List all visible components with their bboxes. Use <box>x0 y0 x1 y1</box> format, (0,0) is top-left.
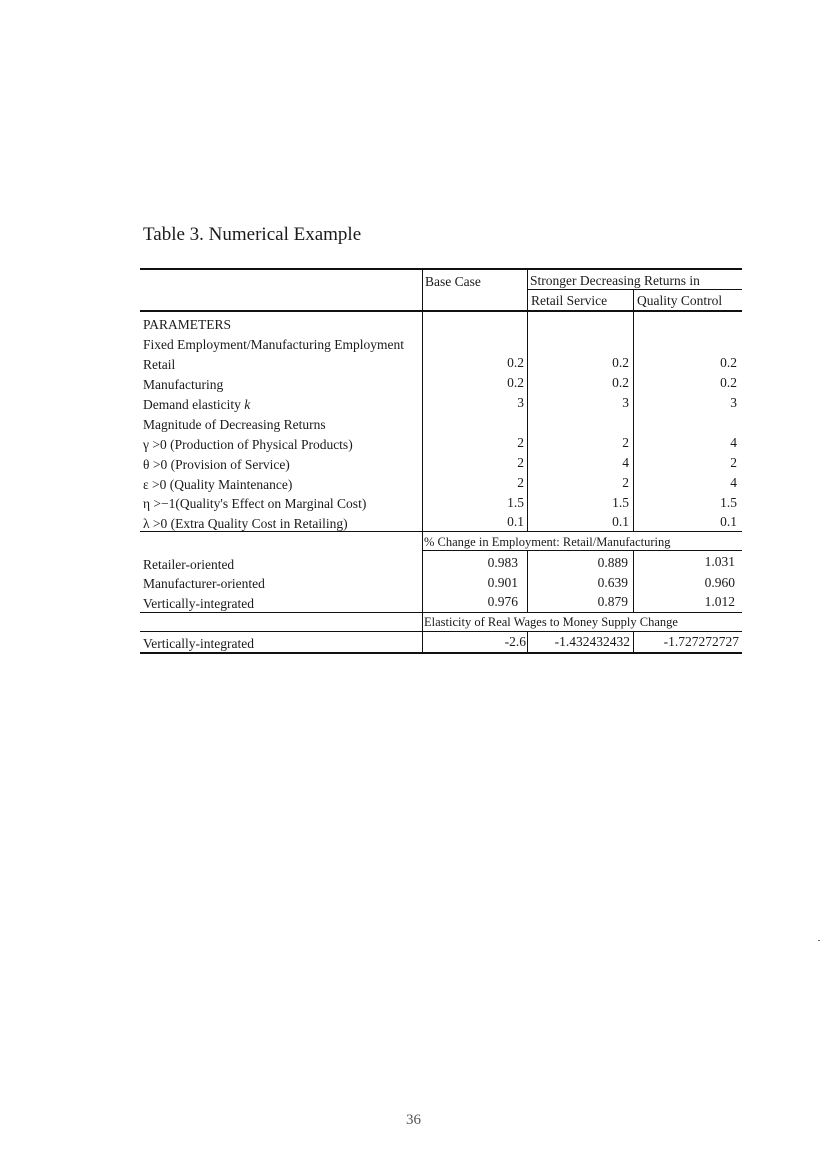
header-quality-control: Quality Control <box>637 293 723 308</box>
cell-quality: 1.012 <box>704 594 735 609</box>
cell-retail: 0.639 <box>597 575 628 590</box>
row-label-gamma: γ >0 (Production of Physical Products) <box>143 437 353 452</box>
row-label-vertically-integrated: Vertically-integrated <box>143 596 254 611</box>
cell-base: 2 <box>517 435 524 450</box>
cell-base: 0.983 <box>487 555 518 570</box>
header-retail-service: Retail Service <box>531 293 608 308</box>
page-number: 36 <box>406 1112 421 1128</box>
cell-base: 3 <box>517 395 524 410</box>
cell-base: 2 <box>517 475 524 490</box>
cell-base: 0.976 <box>487 594 518 609</box>
cell-quality: 1.5 <box>720 495 737 510</box>
section-parameters: PARAMETERS <box>143 317 232 332</box>
row-label-lambda: λ >0 (Extra Quality Cost in Retailing) <box>143 516 348 531</box>
cell-base: 2 <box>517 455 524 470</box>
base-column-divider <box>422 268 423 654</box>
cell-retail: 1.5 <box>612 495 629 510</box>
employment-caption-rule <box>422 550 742 551</box>
employment-caption: % Change in Employment: Retail/Manufacturing <box>424 535 671 549</box>
cell-quality: 2 <box>730 455 737 470</box>
elasticity-caption: Elasticity of Real Wages to Money Supply Change <box>424 615 678 629</box>
cell-quality: 1.031 <box>704 554 735 569</box>
retail-column-divider <box>527 268 528 531</box>
row-label-manufacturing: Manufacturing <box>143 377 224 392</box>
cell-retail: 4 <box>622 455 629 470</box>
cell-retail: 0.889 <box>597 555 628 570</box>
row-label-manufacturer-oriented: Manufacturer-oriented <box>143 576 265 591</box>
demand-elasticity-symbol: k <box>244 397 251 412</box>
cell-quality: 0.2 <box>720 355 737 370</box>
cell-base: 0.2 <box>507 355 524 370</box>
row-label-demand-elasticity <box>143 398 250 412</box>
cell-retail: 0.2 <box>612 375 629 390</box>
row-label-retail: Retail <box>143 357 176 372</box>
cell-retail: -1.432432432 <box>554 634 630 649</box>
header-base-case: Base Case <box>425 274 481 289</box>
cell-quality: 0.960 <box>704 575 735 590</box>
cell-retail: 0.2 <box>612 355 629 370</box>
row-label-vertically-integrated: Vertically-integrated <box>143 636 254 651</box>
row-label-epsilon: ε >0 (Quality Maintenance) <box>143 477 293 492</box>
cell-base: 1.5 <box>507 495 524 510</box>
header-group: Stronger Decreasing Returns in <box>530 273 700 288</box>
demand-elasticity-text: Demand elasticity <box>143 397 241 412</box>
cell-quality: 0.1 <box>720 514 737 529</box>
group-rule <box>527 289 742 290</box>
cell-base: 0.2 <box>507 375 524 390</box>
cell-quality: 4 <box>730 435 737 450</box>
cell-quality: -1.727272727 <box>663 634 739 649</box>
employment-bottom-rule <box>140 612 742 613</box>
quality-column-divider <box>633 290 634 531</box>
row-label-eta: η >−1(Quality's Effect on Marginal Cost) <box>143 496 367 511</box>
cell-quality: 0.2 <box>720 375 737 390</box>
parameters-bottom-rule <box>140 531 742 532</box>
cell-base: 0.1 <box>507 514 524 529</box>
label-fixed-employment: Fixed Employment/Manufacturing Employment <box>143 337 404 352</box>
quality-column-divider-lower <box>633 550 634 612</box>
bottom-rule <box>140 652 742 654</box>
cell-quality: 3 <box>730 395 737 410</box>
cell-retail: 2 <box>622 435 629 450</box>
label-magnitude: Magnitude of Decreasing Returns <box>143 417 326 432</box>
cell-retail: 3 <box>622 395 629 410</box>
cell-retail: 2 <box>622 475 629 490</box>
row-label-retailer-oriented: Retailer-oriented <box>143 557 235 572</box>
retail-column-divider-lower <box>527 550 528 612</box>
cell-retail: 0.879 <box>597 594 628 609</box>
cell-quality: 4 <box>730 475 737 490</box>
numerical-example-table <box>140 268 742 656</box>
scan-speck <box>818 940 820 941</box>
cell-base: 0.901 <box>487 575 518 590</box>
row-label-theta: θ >0 (Provision of Service) <box>143 457 290 472</box>
quality-column-divider-bottom <box>633 631 634 654</box>
cell-base: -2.6 <box>504 634 526 649</box>
table-title: Table 3. Numerical Example <box>143 224 362 245</box>
top-rule <box>140 268 742 270</box>
cell-retail: 0.1 <box>612 514 629 529</box>
retail-column-divider-bottom <box>527 631 528 654</box>
elasticity-caption-rule <box>140 631 742 632</box>
header-bottom-rule <box>140 310 742 312</box>
